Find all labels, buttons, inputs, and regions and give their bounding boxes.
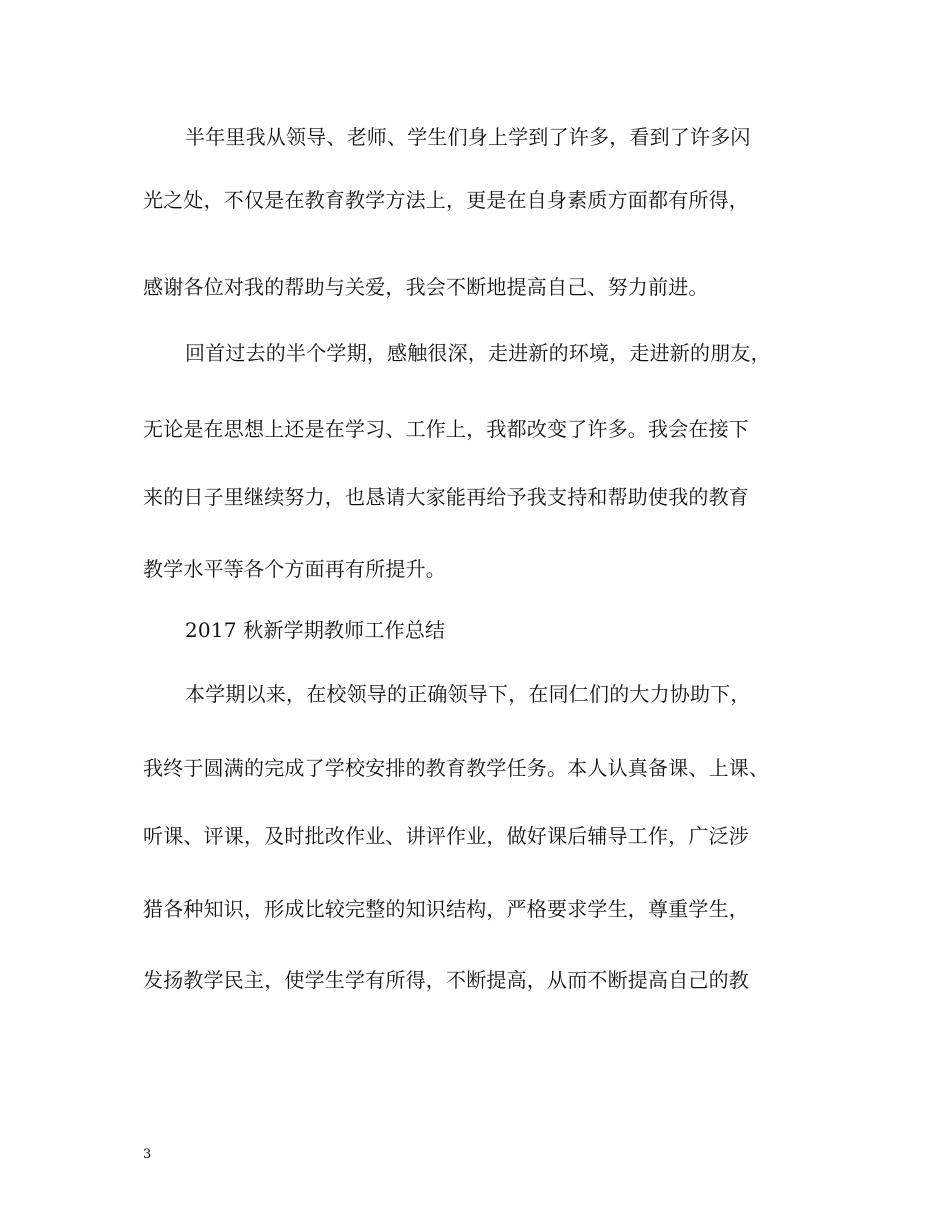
paragraph-3-line-4: 猎各种知识，形成比较完整的知识结构，严格要求学生，尊重学生， [143, 897, 749, 921]
paragraph-3-line-2: 我终于圆满的完成了学校安排的教育教学任务。本人认真备课、上课、 [143, 756, 770, 780]
paragraph-1-line-1: 半年里我从领导、老师、学生们身上学到了许多，看到了许多闪 [185, 125, 751, 149]
paragraph-3-line-3: 听课、评课，及时批改作业、讲评作业，做好课后辅导工作，广泛涉 [143, 824, 749, 848]
paragraph-1-line-2: 光之处，不仅是在教育教学方法上，更是在自身素质方面都有所得， [143, 188, 749, 212]
paragraph-3-line-5: 发扬教学民主，使学生学有所得，不断提高，从而不断提高自己的教 [143, 968, 749, 992]
section-heading: 2017 秋新学期教师工作总结 [185, 618, 446, 642]
paragraph-2-line-3: 来的日子里继续努力，也恳请大家能再给予我支持和帮助使我的教育 [143, 485, 749, 509]
paragraph-1-line-3: 感谢各位对我的帮助与关爱，我会不断地提高自己、努力前进。 [143, 275, 709, 299]
paragraph-2-line-4: 教学水平等各个方面再有所提升。 [143, 557, 446, 581]
page-number: 3 [143, 1147, 152, 1162]
paragraph-2-line-2: 无论是在思想上还是在学习、工作上，我都改变了许多。我会在接下 [143, 417, 749, 441]
paragraph-2-line-1: 回首过去的半个学期，感触很深，走进新的环境，走进新的朋友， [185, 341, 771, 365]
paragraph-3-line-1: 本学期以来，在校领导的正确领导下，在同仁们的大力协助下， [185, 682, 751, 706]
